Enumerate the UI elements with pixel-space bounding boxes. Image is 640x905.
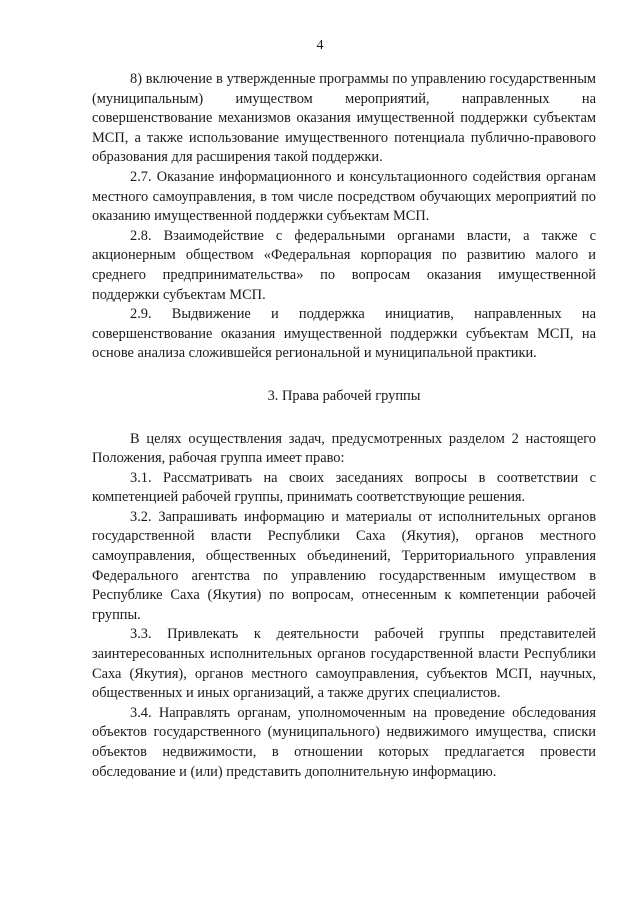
paragraph-2-8: 2.8. Взаимодействие с федеральными органами власти, а также с акционерным обществом «Федеральная корпорация по развитию малого и среднего предпринимательства» по вопросам оказания имущественной поддержки субъектам МСП. <box>92 227 596 303</box>
page-number: 4 <box>316 38 324 53</box>
paragraph-3-2: 3.2. Запрашивать информацию и материалы от исполнительных органов государственной власти Республики Саха (Якутия), органов местного самоуправления, общественных объединений, Территориального управления Федерального агентства по управлению государственным имуществом в Республике Саха (Якутия) по вопросам, отнесенным к компетенции рабочей группы. <box>92 508 596 623</box>
paragraph-item-8: 8) включение в утвержденные программы по управлению государственным (муниципальным) имуществом мероприятий, направленных на совершенствование механизмов оказания имущественной поддержки субъектам МСП, а также использование имущественного потенциала публично-правового образования для расширения такой поддержки. <box>92 71 596 166</box>
paragraph-3-4: 3.4. Направлять органам, уполномоченным на проведение обследования объектов государственного (муниципального) недвижимого имущества, списки объектов недвижимости, в отношении которых предлагается провести обследование и (или) представить дополнительную информацию. <box>92 704 596 780</box>
paragraph-section-intro: В целях осуществления задач, предусмотренных разделом 2 настоящего Положения, рабочая группа имеет право: <box>92 430 596 467</box>
paragraph-2-9: 2.9. Выдвижение и поддержка инициатив, направленных на совершенствование оказания имущественной поддержки субъектам МСП, на основе анализа сложившейся региональной и муниципальной практики. <box>92 306 596 362</box>
paragraph-3-1: 3.1. Рассматривать на своих заседаниях вопросы в соответствии с компетенцией рабочей группы, принимать соответствующие решения. <box>92 469 596 506</box>
section-heading: 3. Права рабочей группы <box>267 387 421 404</box>
paragraph-2-7: 2.7. Оказание информационного и консультационного содействия органам местного самоуправления, в том числе посредством обучающих мероприятий по оказанию имущественной поддержки субъектам МСП. <box>92 168 596 225</box>
paragraph-3-3: 3.3. Привлекать к деятельности рабочей группы представителей заинтересованных исполнительных органов государственной власти Республики Саха (Якутия), органов местного самоуправления, субъектов МСП, научных, общественных и иных организаций, а также других специалистов. <box>92 626 596 702</box>
document-body <box>92 70 596 782</box>
